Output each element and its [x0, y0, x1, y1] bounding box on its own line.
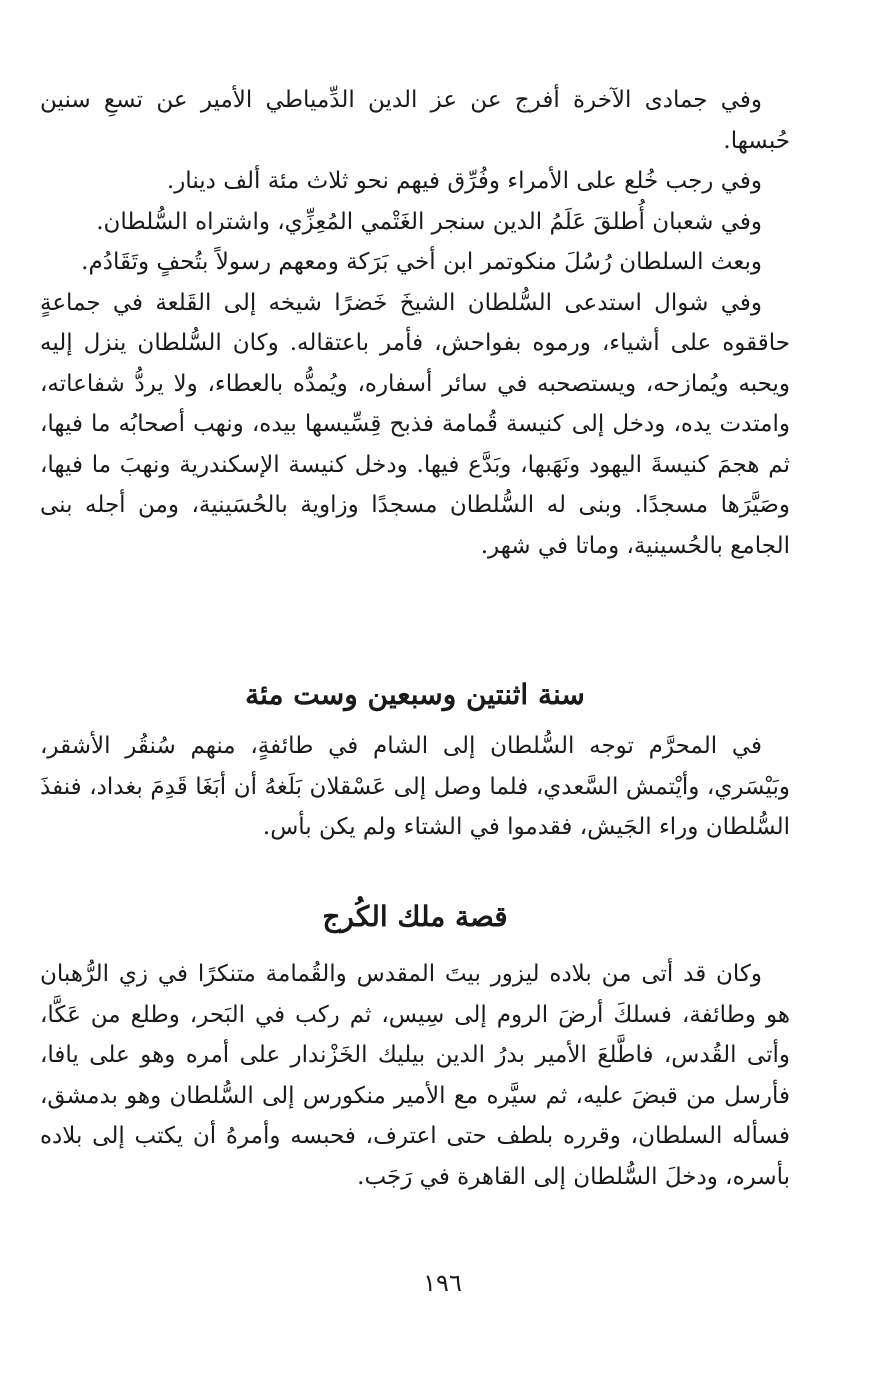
section-heading-king-of-georgia: قصة ملك الكُرج — [322, 900, 508, 934]
text-section-2 — [40, 726, 790, 848]
paragraph-shawwal: وفي شوال استدعى السُّلطان الشيخَ خَضرًا شيخه إلى القَلعة في جماعةٍ حاققوه على أشياء، ورموه بفواحش، فأمر باعتقاله. وكان السُّلطان ينزل إليه ويحبه ويُمازحه، ويستصحبه في سائر أسفاره، ويُمدُّه بالعطاء، ولا يردُّ شفاعاته، وامتدت يده، ودخل إلى كنيسة قُمامة فذبح قِسِّيسها بيده، ونهب أصحابُه ما فيها، ثم هجمَ كنيسةَ اليهود ونَهَبها، وبَدَّع فيها. ودخل كنيسة الإسكندرية ونهبَ ما فيها، وصَيَّرَها مسجدًا. وبنى له السُّلطان مسجدًا وزاوية بالحُسَينية، ومن أجله بنى الجامع بالحُسينية، وماتا في شهر. — [40, 289, 790, 559]
paragraph-muharram: في المحرَّم توجه السُّلطان إلى الشام في طائفةٍ، منهم سُنقُر الأشقر، وبَيْسَري، وأيْتمش السَّعدي، فلما وصل إلى عَسْقلان بَلَغهُ أن أبَغَا قَدِمَ بغداد، فنفذَ السُّلطان وراء الجَيش، فقدموا في الشتاء ولم يكن بأس. — [40, 733, 790, 840]
page-number: ١٩٦ — [423, 1269, 462, 1297]
section-heading-year-672: سنة اثنتين وسبعين وست مئة — [245, 678, 585, 712]
paragraph-jumada: وفي جمادى الآخرة أفرج عن عز الدين الدِّمياطي الأمير عن تسعِ سنين حُبسها. — [40, 87, 790, 154]
paragraph-rajab: وفي رجب خُلع على الأمراء وفُرِّق فيهم نحو ثلاث مئة ألف دينار. — [166, 168, 762, 194]
paragraph-envoys: وبعث السلطان رُسُلَ منكوتمر ابن أخي بَرَكة ومعهم رسولاً بتُحفٍ وتَقَادُم. — [81, 249, 762, 275]
paragraph-king-story: وكان قد أتى من بلاده ليزور بيتَ المقدس والقُمامة متنكرًا في زي الرُّهبان هو وطائفة، فسلكَ أرضَ الروم إلى سِيس، ثم ركب في البَحر، وطلع من عَكَّا، وأتى القُدس، فاطَّلعَ الأمير بدرُ الدين بيليك الخَزْندار على أمره وهو على يافا، فأرسل من قبضَ عليه، ثم سيَّره مع الأمير منكورس إلى السُّلطان وهو بدمشق، فسأله السلطان، وقرره بلطف حتى اعترف، فحبسه وأمرهُ أن يكتب إلى بلاده بأسره، ودخلَ السُّلطان إلى القاهرة في رَجَب. — [40, 961, 790, 1190]
text-section-3 — [40, 954, 790, 1197]
paragraph-shaban: وفي شعبان أُطلقَ عَلَمُ الدين سنجر الغَتْمي المُعِزِّي، واشتراه السُّلطان. — [96, 208, 762, 235]
text-section-1 — [40, 80, 790, 566]
